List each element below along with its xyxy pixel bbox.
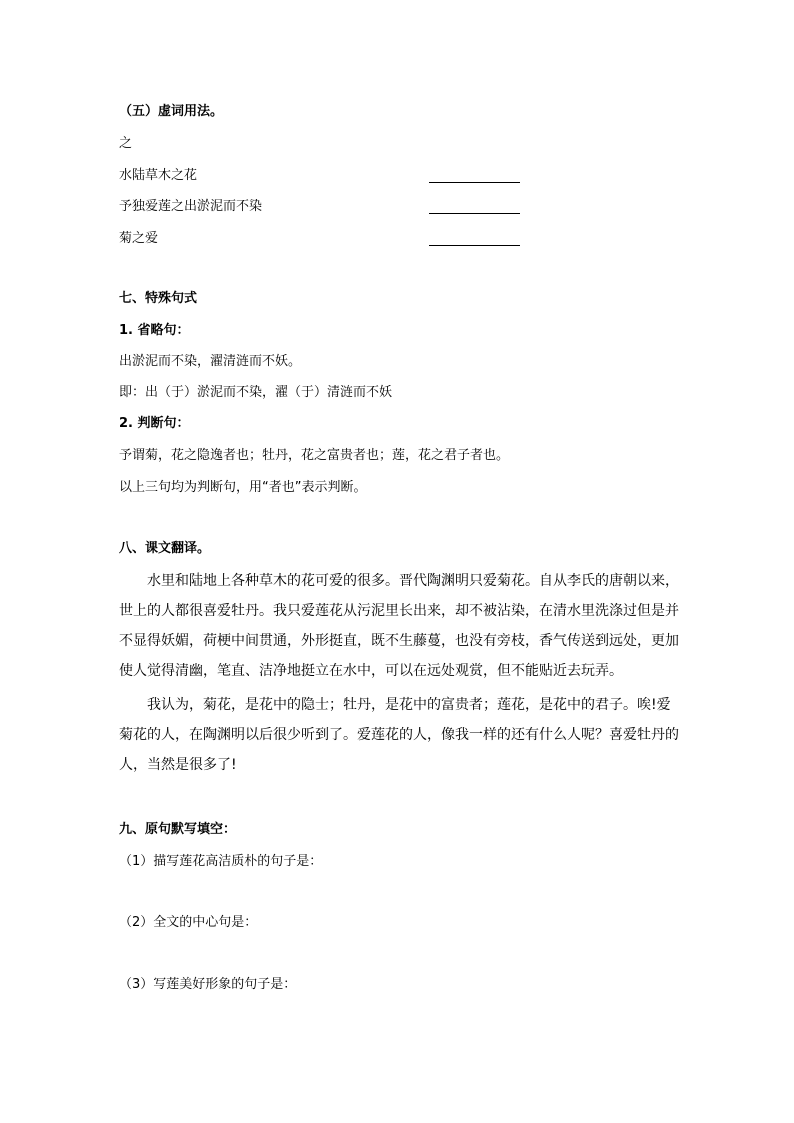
judgment-explanation: 以上三句均为判断句，用“者也”表示判断。 [119, 480, 367, 495]
translation-paragraph-1: 水里和陆地上各种草木的花可爱的很多。晋代陶渊明只爱菊花。自从李氏的唐朝以来，世上的人都很喜爱牡丹。我只爱莲花从污泥里长出来，却不被沾染，在清水里洗涤过但是并不显得妖媚，荷梗中间贯通，外形挺直，既不生藤蔓，也没有旁枝，香气传送到远处，更加使人觉得清幽，笔直、洁净地挺立在水中，可以在远处观赏，但不能贴近去玩弄。 [119, 573, 679, 679]
section-7-heading: 七、特殊句式 [119, 291, 198, 306]
section-9-heading: 九、原句默写填空： [119, 822, 237, 837]
fill-question-3: （3）写莲美好形象的句子是： [119, 977, 297, 992]
omission-subheading: 1. 省略句： [119, 323, 190, 338]
answer-blank-2[interactable] [429, 213, 520, 214]
judgment-subheading: 2. 判断句： [119, 416, 190, 431]
answer-blank-1[interactable] [429, 182, 520, 183]
answer-blank-3[interactable] [429, 245, 520, 246]
exercise-item-2: 予独爱莲之出淤泥而不染 [119, 199, 263, 214]
exercise-item-1: 水陆草木之花 [119, 168, 198, 183]
judgment-sentence: 予谓菊，花之隐逸者也；牡丹，花之富贵者也；莲，花之君子者也。 [119, 448, 510, 463]
function-word: 之 [119, 136, 133, 151]
fill-question-2: （2）全文的中心句是： [119, 915, 258, 930]
omission-sentence: 出淤泥而不染，濯清涟而不妖。 [119, 354, 302, 369]
section-5-heading: （五）虚词用法。 [119, 104, 224, 119]
omission-explanation: 即：出（于）淤泥而不染，濯（于）清涟而不妖 [119, 385, 393, 400]
fill-question-1: （1）描写莲花高洁质朴的句子是： [119, 854, 323, 869]
section-8-heading: 八、课文翻译。 [119, 541, 211, 556]
translation-paragraph-2: 我认为，菊花，是花中的隐士；牡丹，是花中的富贵者；莲花，是花中的君子。唉!爱菊花的人，在陶渊明以后很少听到了。爱莲花的人，像我一样的还有什么人呢？喜爱牡丹的人，当然是很多了! [119, 697, 679, 773]
exercise-item-3: 菊之爱 [119, 231, 159, 246]
